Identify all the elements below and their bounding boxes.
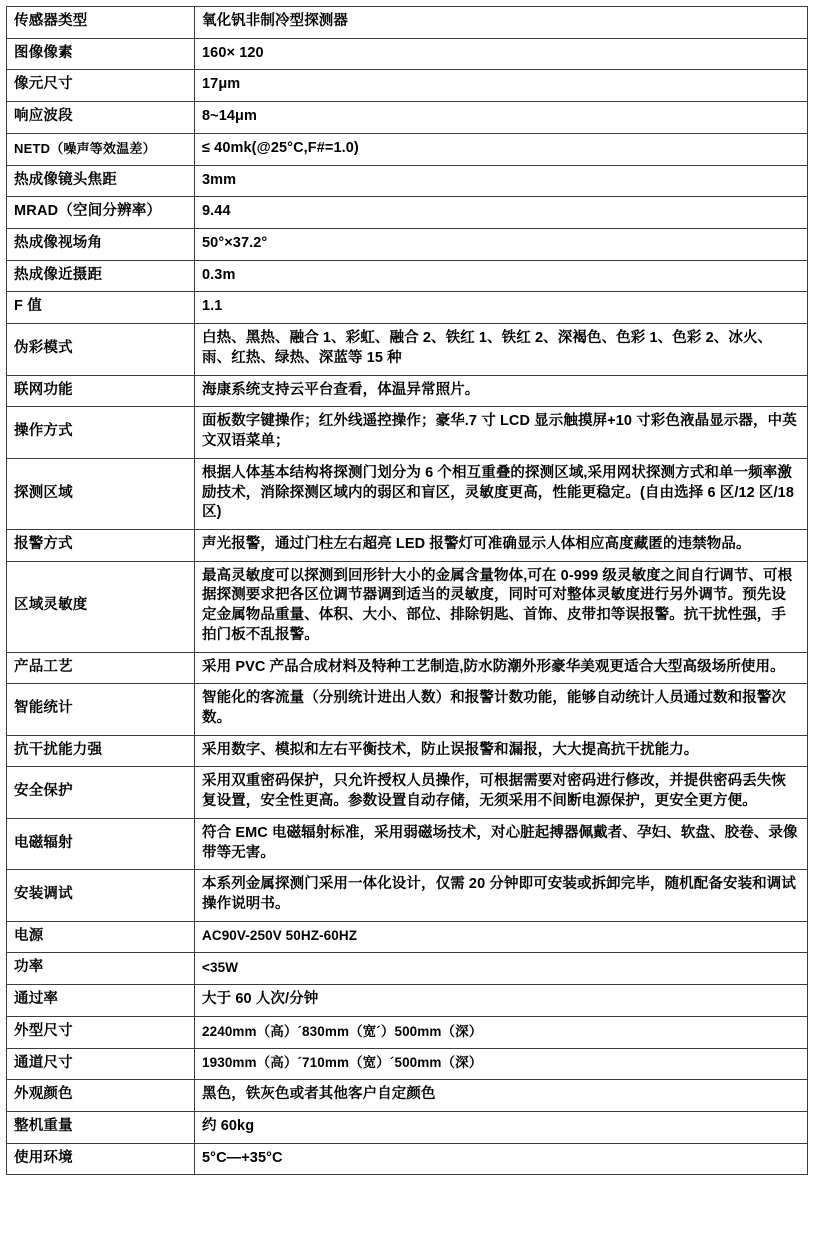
spec-value: ≤ 40mk(@25°C,F#=1.0) — [195, 133, 808, 165]
table-row — [7, 1080, 808, 1112]
spec-value: 根据人体基本结构将探测门划分为 6 个相互重叠的探测区域,采用网状探测方式和单一频率激励技术，消除探测区域内的弱区和盲区，灵敏度更高，性能更稳定。(自由选择 6 区/12 区/18 区) — [195, 458, 808, 529]
table-row — [7, 767, 808, 818]
spec-value: 2240mm（高）´830mm（宽´）500mm（深） — [195, 1016, 808, 1048]
table-row — [7, 407, 808, 458]
spec-label: 联网功能 — [7, 375, 195, 407]
table-row — [7, 7, 808, 39]
spec-value: 1930mm（高）´710mm（宽）´500mm（深） — [195, 1048, 808, 1080]
table-row — [7, 133, 808, 165]
table-row — [7, 1112, 808, 1144]
table-row — [7, 165, 808, 197]
spec-value: 符合 EMC 电磁辐射标准，采用弱磁场技术，对心脏起搏器佩戴者、孕妇、软盘、胶卷、录像带等无害。 — [195, 818, 808, 869]
specification-table-body — [7, 7, 808, 1175]
spec-label: 安装调试 — [7, 870, 195, 921]
specification-table — [6, 6, 808, 1175]
table-row — [7, 1143, 808, 1175]
table-row — [7, 684, 808, 735]
spec-label: NETD（噪声等效温差） — [7, 133, 195, 165]
table-row — [7, 953, 808, 985]
spec-label: 区域灵敏度 — [7, 561, 195, 652]
table-row — [7, 260, 808, 292]
spec-value: 160× 120 — [195, 38, 808, 70]
spec-label: 外型尺寸 — [7, 1016, 195, 1048]
table-row — [7, 102, 808, 134]
spec-value: 采用数字、模拟和左右平衡技术，防止误报警和漏报，大大提高抗干扰能力。 — [195, 735, 808, 767]
table-row — [7, 292, 808, 324]
table-row — [7, 985, 808, 1017]
spec-value: 0.3m — [195, 260, 808, 292]
spec-label: 电磁辐射 — [7, 818, 195, 869]
table-row — [7, 229, 808, 261]
spec-label: 功率 — [7, 953, 195, 985]
spec-value: 白热、黑热、融合 1、彩虹、融合 2、铁红 1、铁红 2、深褐色、色彩 1、色彩 2、冰火、雨、红热、绿热、深蓝等 15 种 — [195, 324, 808, 375]
spec-value: 17μm — [195, 70, 808, 102]
spec-value: 3mm — [195, 165, 808, 197]
spec-value: 采用双重密码保护，只允许授权人员操作，可根据需要对密码进行修改，并提供密码丢失恢复设置，安全性更高。参数设置自动存储，无须采用不间断电源保护，更安全更方便。 — [195, 767, 808, 818]
table-row — [7, 870, 808, 921]
spec-label: 热成像近摄距 — [7, 260, 195, 292]
spec-label: 像元尺寸 — [7, 70, 195, 102]
spec-value: 采用 PVC 产品合成材料及特种工艺制造,防水防潮外形豪华美观更适合大型高级场所使用。 — [195, 652, 808, 684]
table-row — [7, 70, 808, 102]
spec-label: 外观颜色 — [7, 1080, 195, 1112]
spec-value: 声光报警，通过门柱左右超亮 LED 报警灯可准确显示人体相应高度藏匿的违禁物品。 — [195, 529, 808, 561]
table-row — [7, 1016, 808, 1048]
table-row — [7, 652, 808, 684]
spec-label: 抗干扰能力强 — [7, 735, 195, 767]
spec-label: 整机重量 — [7, 1112, 195, 1144]
spec-value: 1.1 — [195, 292, 808, 324]
spec-label: 报警方式 — [7, 529, 195, 561]
table-row — [7, 197, 808, 229]
spec-value: 最高灵敏度可以探测到回形针大小的金属含量物体,可在 0-999 级灵敏度之间自行调节、可根据探测要求把各区位调节器调到适当的灵敏度，同时可对整体灵敏度进行另外调节。预先设定金属物品重量、体积、大小、部位、排除钥匙、首饰、皮带扣等误报警。抗干扰性强，手拍门板不乱报警。 — [195, 561, 808, 652]
spec-label: 产品工艺 — [7, 652, 195, 684]
spec-label: 通过率 — [7, 985, 195, 1017]
spec-value: 9.44 — [195, 197, 808, 229]
spec-label: 探测区域 — [7, 458, 195, 529]
spec-label: 电源 — [7, 921, 195, 953]
spec-label: 安全保护 — [7, 767, 195, 818]
spec-label: 热成像镜头焦距 — [7, 165, 195, 197]
table-row — [7, 375, 808, 407]
spec-label: 操作方式 — [7, 407, 195, 458]
spec-value: 本系列金属探测门采用一体化设计，仅需 20 分钟即可安装或拆卸完毕，随机配备安装和调试操作说明书。 — [195, 870, 808, 921]
spec-label: MRAD（空间分辨率） — [7, 197, 195, 229]
spec-label: 使用环境 — [7, 1143, 195, 1175]
spec-label: F 值 — [7, 292, 195, 324]
table-row — [7, 529, 808, 561]
table-row — [7, 324, 808, 375]
spec-value: 大于 60 人次/分钟 — [195, 985, 808, 1017]
table-row — [7, 458, 808, 529]
table-row — [7, 818, 808, 869]
spec-label: 图像像素 — [7, 38, 195, 70]
table-row — [7, 38, 808, 70]
spec-value: 约 60kg — [195, 1112, 808, 1144]
table-row — [7, 561, 808, 652]
spec-value: 50°×37.2° — [195, 229, 808, 261]
spec-label: 通道尺寸 — [7, 1048, 195, 1080]
spec-value: 海康系统支持云平台查看，体温异常照片。 — [195, 375, 808, 407]
spec-value: 面板数字键操作；红外线遥控操作；豪华.7 寸 LCD 显示触摸屏+10 寸彩色液晶显示器，中英文双语菜单； — [195, 407, 808, 458]
table-row — [7, 921, 808, 953]
spec-value: 8~14μm — [195, 102, 808, 134]
spec-value: AC90V-250V 50HZ-60HZ — [195, 921, 808, 953]
spec-value: <35W — [195, 953, 808, 985]
spec-value: 5°C—+35°C — [195, 1143, 808, 1175]
spec-label: 伪彩模式 — [7, 324, 195, 375]
spec-label: 智能统计 — [7, 684, 195, 735]
spec-label: 热成像视场角 — [7, 229, 195, 261]
table-row — [7, 1048, 808, 1080]
spec-label: 传感器类型 — [7, 7, 195, 39]
table-row — [7, 735, 808, 767]
spec-label: 响应波段 — [7, 102, 195, 134]
spec-value: 氧化钒非制冷型探测器 — [195, 7, 808, 39]
spec-value: 智能化的客流量（分别统计进出人数）和报警计数功能，能够自动统计人员通过数和报警次数。 — [195, 684, 808, 735]
spec-value: 黑色，铁灰色或者其他客户自定颜色 — [195, 1080, 808, 1112]
